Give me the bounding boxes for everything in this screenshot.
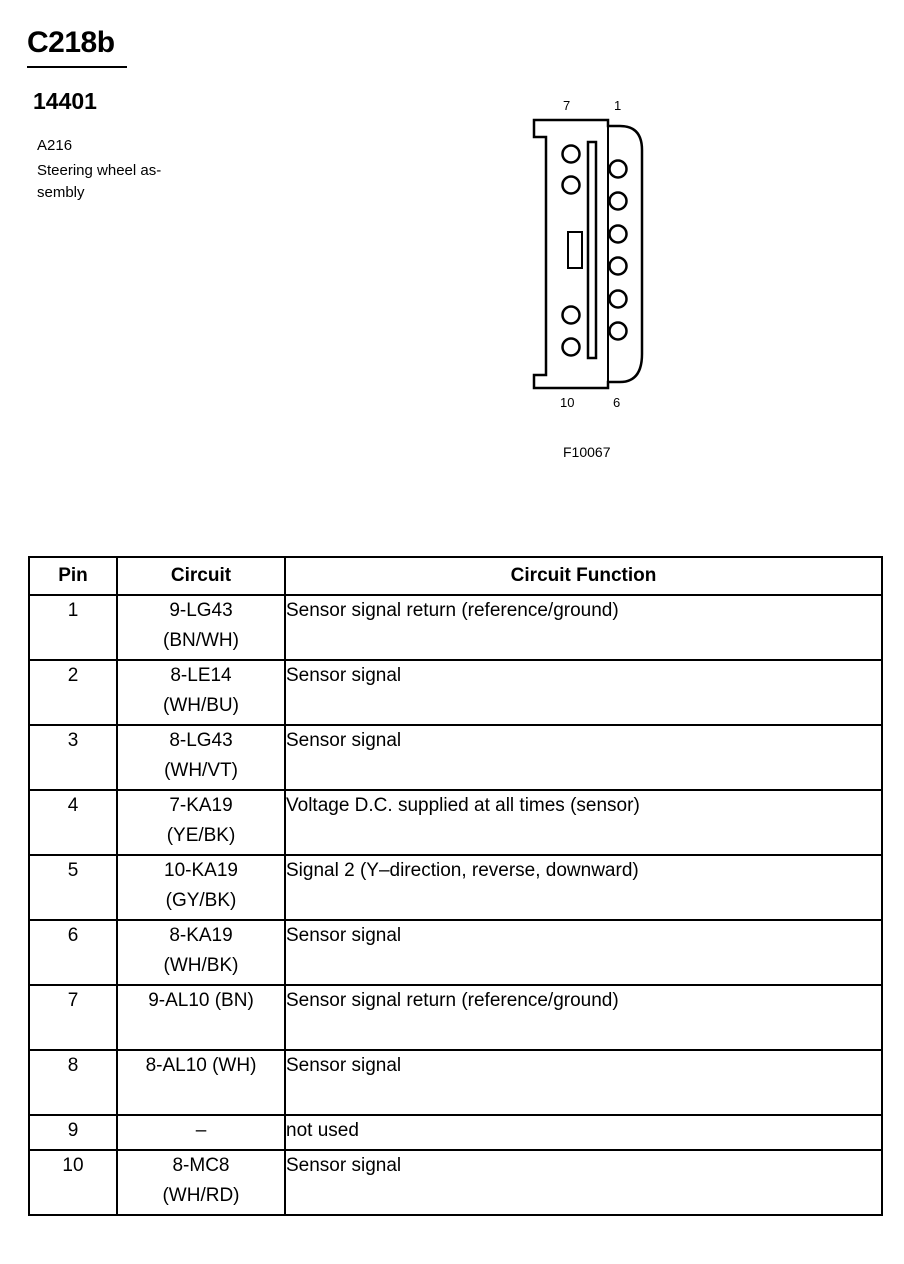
pin-number: 5 (29, 855, 117, 920)
table-row (29, 855, 882, 920)
connector-title: C218b (27, 26, 115, 59)
title-underline (27, 66, 127, 68)
circuit-code: 8-LG43 (169, 730, 233, 751)
pin-circle (610, 226, 627, 243)
table-row (29, 985, 882, 1050)
circuit-function: not used (285, 1115, 882, 1150)
circuit-function: Sensor signal return (reference/ground) (285, 985, 882, 1050)
pin-label-10: 10 (560, 395, 575, 410)
pin-number: 4 (29, 790, 117, 855)
component-id: A216 (37, 137, 73, 154)
pin-label-6: 6 (613, 395, 621, 410)
circuit-cell (117, 855, 285, 920)
pin-circle (610, 258, 627, 275)
circuit-code: 9-AL10 (BN) (148, 990, 254, 1011)
pin-circle (610, 161, 627, 178)
connector-face-diagram (510, 92, 670, 422)
pin-circle (610, 323, 627, 340)
wire-color: (WH/RD) (162, 1185, 240, 1206)
pin-number: 7 (29, 985, 117, 1050)
circuit-function: Sensor signal (285, 1050, 882, 1115)
circuit-code: – (195, 1120, 207, 1141)
circuit-cell (117, 660, 285, 725)
circuit-code: 10-KA19 (164, 860, 238, 881)
circuit-cell (117, 985, 285, 1050)
pin-number: 1 (29, 595, 117, 660)
pin-number: 8 (29, 1050, 117, 1115)
component-description: Steering wheel as- sembly (37, 162, 162, 201)
wire-color: (YE/BK) (166, 825, 236, 846)
circuit-code: 8-MC8 (172, 1155, 230, 1176)
pin-circle (563, 146, 580, 163)
pin-circle (563, 177, 580, 194)
circuit-code: 8-LE14 (170, 665, 232, 686)
table-row (29, 1050, 882, 1115)
circuit-cell (117, 1050, 285, 1115)
pin-table (28, 556, 883, 1216)
table-row (29, 660, 882, 725)
polarization-key (568, 232, 582, 268)
circuit-function: Voltage D.C. supplied at all times (sensor) (285, 790, 882, 855)
wire-color: (BN/WH) (163, 630, 239, 651)
wire-color: (WH/BU) (163, 695, 239, 716)
circuit-function: Sensor signal (285, 725, 882, 790)
circuit-function: Sensor signal return (reference/ground) (285, 595, 882, 660)
circuit-function: Sensor signal (285, 660, 882, 725)
circuit-code: 8-AL10 (WH) (145, 1055, 257, 1076)
part-number: 14401 (33, 88, 97, 114)
pin-label-1: 1 (614, 98, 622, 113)
figure-id: F10067 (563, 444, 611, 460)
table-row (29, 790, 882, 855)
table-row (29, 725, 882, 790)
circuit-cell (117, 920, 285, 985)
circuit-code: 7-KA19 (169, 795, 233, 816)
table-header-row (29, 557, 882, 595)
circuit-code: 9-LG43 (169, 600, 233, 621)
pin-number: 9 (29, 1115, 117, 1150)
circuit-cell (117, 790, 285, 855)
circuit-cell (117, 725, 285, 790)
pin-circle (610, 291, 627, 308)
circuit-function: Signal 2 (Y–direction, reverse, downward) (285, 855, 882, 920)
table-row (29, 1150, 882, 1215)
table-row (29, 595, 882, 660)
circuit-cell (117, 595, 285, 660)
table-row (29, 1115, 882, 1150)
center-divider (588, 142, 596, 358)
header-circuit-function: Circuit Function (285, 557, 882, 595)
circuit-function: Sensor signal (285, 1150, 882, 1215)
wire-color: (GY/BK) (165, 890, 237, 911)
pin-circle (563, 339, 580, 356)
pin-number: 3 (29, 725, 117, 790)
pin-circle (610, 193, 627, 210)
circuit-cell (117, 1115, 285, 1150)
pin-label-7: 7 (563, 98, 571, 113)
circuit-cell (117, 1150, 285, 1215)
circuit-function: Sensor signal (285, 920, 882, 985)
table-row (29, 920, 882, 985)
pin-circle (563, 307, 580, 324)
header-circuit: Circuit (117, 557, 285, 595)
header-pin: Pin (29, 557, 117, 595)
pin-number: 2 (29, 660, 117, 725)
wire-color: (WH/BK) (163, 955, 239, 976)
pin-number: 6 (29, 920, 117, 985)
circuit-code: 8-KA19 (169, 925, 233, 946)
wire-color: (WH/VT) (164, 760, 238, 781)
pin-number: 10 (29, 1150, 117, 1215)
